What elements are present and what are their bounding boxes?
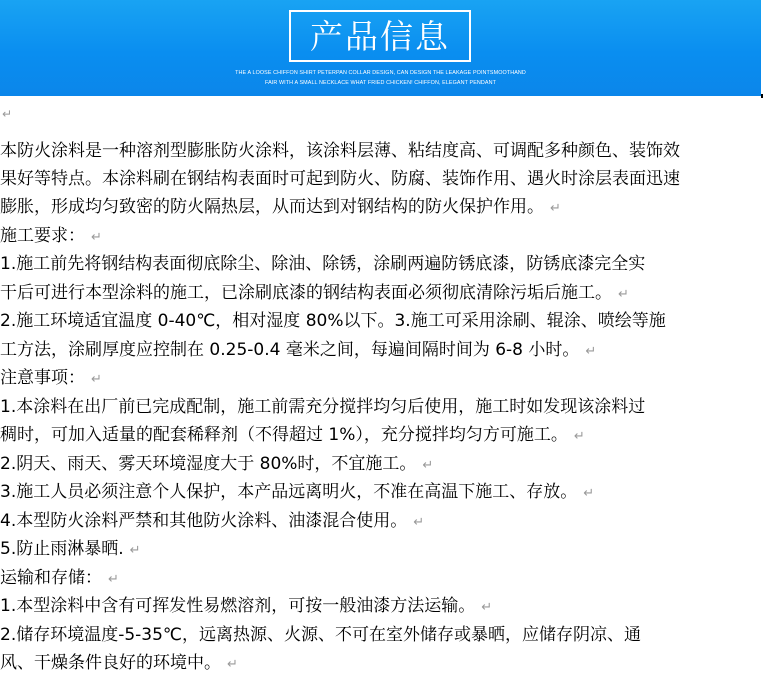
paragraph-return-icon: ↵ [129,543,141,558]
paragraph-return-icon: ↵ [422,458,434,473]
paragraph-return-icon: ↵ [583,486,595,501]
text-line: 1.本型涂料中含有可挥发性易燃溶剂，可按一般油漆方法运输。 ↵ [0,596,493,616]
section-heading-transport: 运输和存储： ↵ [0,568,119,588]
banner-title: 产品信息 [310,16,450,56]
paragraph-return-icon: ↵ [91,230,102,245]
text-line: 4.本型防火涂料严禁和其他防火涂料、油漆混合使用。 ↵ [0,511,425,531]
title-box [289,10,471,62]
paragraph-return-icon: ↵ [108,572,119,587]
text-line: 2.施工环境适宜温度 0-40℃，相对湿度 80%以下。3.施工可采用涂刷、辊涂、喷绘等施 [0,311,666,331]
text-line: 稠时，可加入适量的配套稀释剂（不得超过 1%），充分搅拌均匀方可施工。 ↵ [0,425,585,445]
paragraph-return-icon: ↵ [2,107,13,121]
paragraph-return-icon: ↵ [227,657,238,672]
text-line: 风、干燥条件良好的环境中。 ↵ [0,653,238,673]
text-line: 工方法，涂刷厚度应控制在 0.25-0.4 毫米之间，每遍间隔时间为 6-8 小时。 ↵ [0,340,597,360]
banner-subtitle-line-2: FAIR WITH A SMALL NECKLACE WHAT FRIED CHICKEN! CHIFFON, ELEGANT PENDANT [265,80,496,86]
paragraph-return-icon: ↵ [550,201,561,216]
text-line: 干后可进行本型涂料的施工，已涂刷底漆的钢结构表面必须彻底清除污垢后施工。 ↵ [0,283,629,303]
header-banner [0,0,761,96]
text-line: 1.本涂料在出厂前已完成配制，施工前需充分搅拌均匀后使用，施工时如发现该涂料过 [0,397,646,417]
paragraph-return-icon: ↵ [618,287,629,302]
text-line: 2.储存环境温度-5-35℃，远离热源、火源、不可在室外储存或暴晒，应储存阴凉、通 [0,625,642,645]
paragraph-return-icon: ↵ [573,429,585,444]
paragraph-return-icon: ↵ [585,344,597,359]
banner-subtitle-line-1: THE A LOOSE CHIFFON SHIRT PETERPAN COLLAR DESIGN, CAN DESIGN THE LEAKAGE POINTSMOOTHAND [235,70,526,76]
section-heading-construction: 施工要求： ↵ [0,226,102,246]
text-line: 3.施工人员必须注意个人保护，本产品远离明火，不准在高温下施工、存放。 ↵ [0,482,595,502]
paragraph-return-icon: ↵ [413,515,425,530]
section-heading-notes: 注意事项： ↵ [0,368,102,388]
text-line: 2.阴天、雨天、雾天环境湿度大于 80%时，不宜施工。 ↵ [0,454,434,474]
text-line: 1.施工前先将钢结构表面彻底除尘、除油、除锈，涂刷两遍防锈底漆，防锈底漆完全实 [0,254,646,274]
text-line: 膨胀，形成均匀致密的防火隔热层，从而达到对钢结构的防火保护作用。 ↵ [0,197,561,217]
paragraph-return-icon: ↵ [91,372,102,387]
text-line: 本防火涂料是一种溶剂型膨胀防火涂料，该涂料层薄、粘结度高、可调配多种颜色、装饰效 [0,141,680,161]
text-line: 5.防止雨淋暴晒. ↵ [0,539,141,559]
text-line: 果好等特点。本涂料刷在钢结构表面时可起到防火、防腐、装饰作用、遇火时涂层表面迅速 [0,169,680,189]
paragraph-return-icon: ↵ [481,600,493,615]
